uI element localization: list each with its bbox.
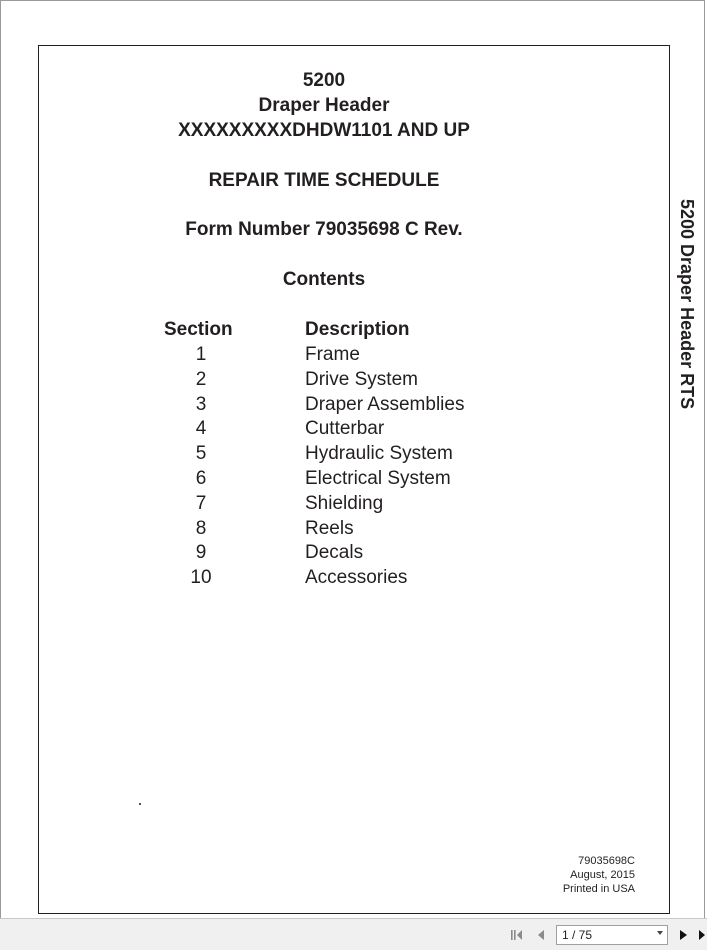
previous-page-button[interactable] bbox=[532, 927, 548, 943]
section-number: 8 bbox=[195, 518, 207, 539]
section-number: 1 bbox=[195, 344, 207, 365]
chevron-down-icon[interactable] bbox=[657, 931, 663, 935]
list-item bbox=[1, 565, 641, 590]
section-description: Hydraulic System bbox=[305, 443, 453, 464]
last-page-icon bbox=[697, 928, 707, 942]
next-page-button[interactable] bbox=[676, 927, 690, 943]
list-item bbox=[1, 466, 641, 491]
imprint-date: August, 2015 bbox=[570, 869, 635, 881]
product-name: Draper Header bbox=[258, 95, 390, 116]
stray-mark bbox=[139, 803, 141, 805]
last-page-button[interactable] bbox=[697, 927, 707, 943]
list-item bbox=[1, 367, 641, 392]
section-number: 9 bbox=[195, 542, 207, 563]
section-number: 7 bbox=[195, 493, 207, 514]
section-description: Frame bbox=[305, 344, 360, 365]
section-column-header: Section bbox=[164, 319, 233, 340]
imprint-code: 79035698C bbox=[578, 855, 635, 867]
description-column-header: Description bbox=[305, 319, 410, 340]
section-description: Electrical System bbox=[305, 468, 451, 489]
list-item bbox=[1, 342, 641, 367]
list-item bbox=[1, 491, 641, 516]
section-number: 2 bbox=[195, 369, 207, 390]
list-item bbox=[1, 392, 641, 417]
list-item bbox=[1, 516, 641, 541]
page-number-input[interactable] bbox=[556, 925, 668, 945]
contents-heading: Contents bbox=[282, 269, 366, 290]
serial-range: XXXXXXXXXDHDW1101 AND UP bbox=[178, 120, 470, 141]
section-description: Decals bbox=[305, 542, 364, 563]
section-number: 10 bbox=[190, 567, 212, 588]
list-item bbox=[1, 540, 641, 565]
list-item bbox=[1, 441, 641, 466]
section-number: 3 bbox=[195, 394, 207, 415]
section-description: Drive System bbox=[305, 369, 418, 390]
section-description: Shielding bbox=[305, 493, 384, 514]
imprint-printed: Printed in USA bbox=[562, 883, 635, 895]
form-number: Form Number 79035698 C Rev. bbox=[185, 219, 463, 240]
model-number: 5200 bbox=[302, 70, 346, 91]
section-description: Reels bbox=[305, 518, 354, 539]
section-number: 5 bbox=[195, 443, 207, 464]
side-title: 5200 Draper Header RTS bbox=[677, 199, 697, 410]
section-number: 4 bbox=[195, 418, 207, 439]
section-description: Cutterbar bbox=[305, 418, 385, 439]
first-page-icon bbox=[509, 928, 523, 942]
first-page-button[interactable] bbox=[508, 927, 524, 943]
viewer-toolbar bbox=[0, 918, 707, 950]
section-number: 6 bbox=[195, 468, 207, 489]
page-indicator: 1 / 75 bbox=[562, 928, 593, 942]
section-description: Accessories bbox=[305, 567, 408, 588]
section-description: Draper Assemblies bbox=[305, 394, 465, 415]
previous-page-icon bbox=[533, 928, 547, 942]
next-page-icon bbox=[677, 928, 689, 942]
schedule-title: REPAIR TIME SCHEDULE bbox=[208, 170, 440, 191]
list-item bbox=[1, 416, 641, 441]
